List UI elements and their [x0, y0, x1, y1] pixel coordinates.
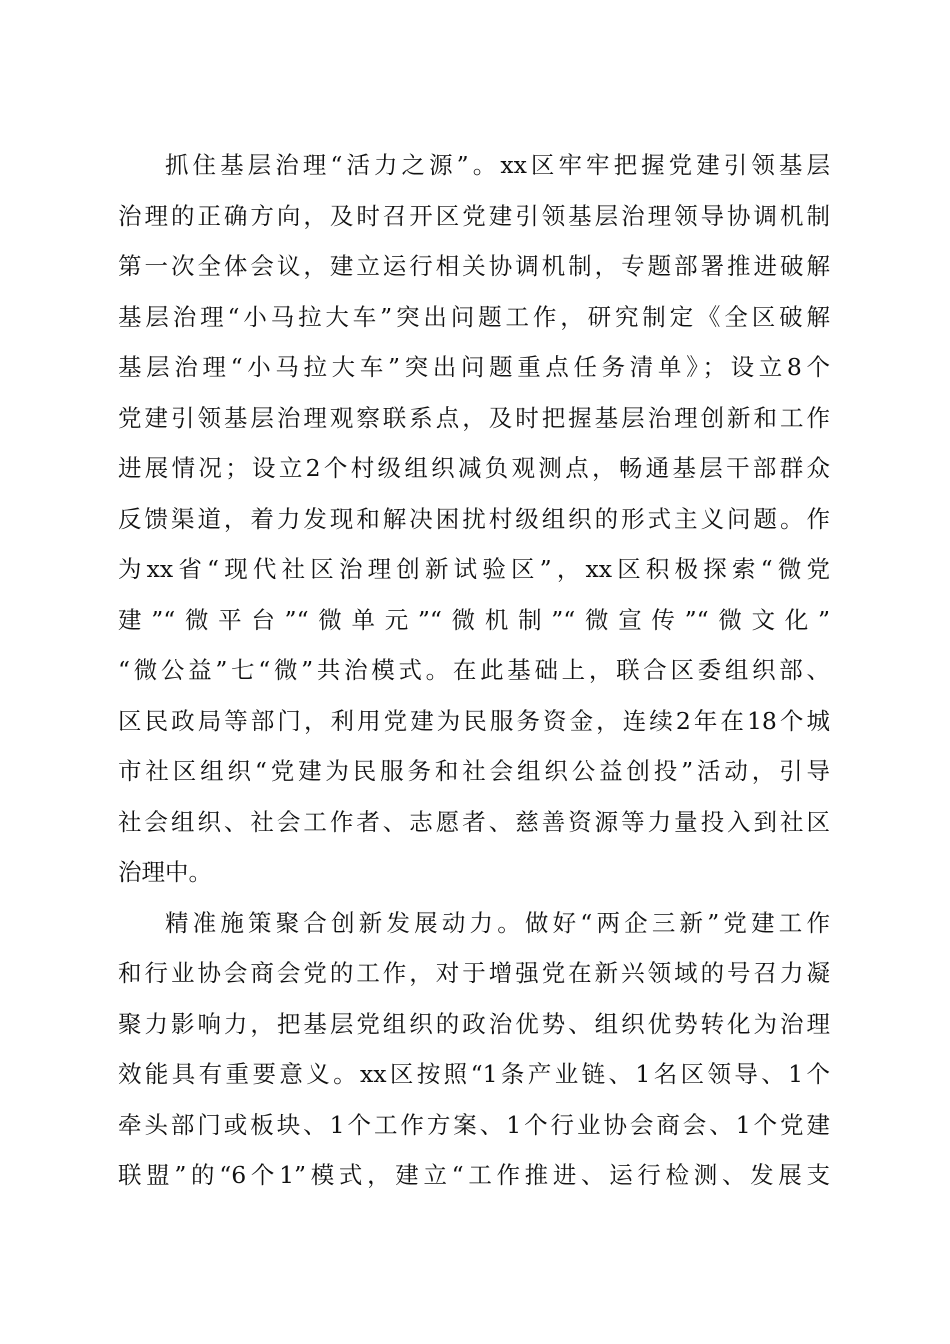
paragraph-1-line-3: 第一次全体会议，建立运行相关协调机制，专题部署推进破解 [118, 252, 830, 280]
paragraph-1-line-5: 基层治理“小马拉大车”突出问题重点任务清单》；设立8个 [118, 353, 830, 381]
paragraph-1-line-14: 社会组织、社会工作者、志愿者、慈善资源等力量投入到社区 [118, 807, 830, 836]
paragraph-1-line-13: 市社区组织“党建为民服务和社会组织公益创投”活动，引导 [118, 757, 830, 785]
paragraph-2-line-6: 联盟”的“6个1”模式，建立“工作推进、运行检测、发展支 [118, 1161, 830, 1189]
paragraph-2-line-3: 聚力影响力，把基层党组织的政治优势、组织优势转化为治理 [118, 1009, 830, 1038]
paragraph-1-line-1: 抓住基层治理“活力之源”。xx区牢牢把握党建引领基层 [165, 151, 830, 179]
paragraph-2-line-2: 和行业协会商会党的工作，对于增强党在新兴领域的号召力凝 [118, 959, 830, 987]
paragraph-1-line-10: 建”“微平台”“微单元”“微机制”“微宣传”“微文化” [118, 605, 830, 634]
paragraph-1-line-12: 区民政局等部门，利用党建为民服务资金，连续2年在18个城 [118, 706, 830, 735]
paragraph-1-line-15: 治理中。 [118, 858, 212, 886]
paragraph-2-line-5: 牵头部门或板块、1个工作方案、1个行业协会商会、1个党建 [118, 1110, 830, 1139]
paragraph-2-line-4: 效能具有重要意义。xx区按照“1条产业链、1名区领导、1个 [118, 1060, 830, 1088]
document-body [118, 140, 830, 1201]
paragraph-2-line-1: 精准施策聚合创新发展动力。做好“两企三新”党建工作 [165, 908, 830, 937]
paragraph-1-line-9: 为xx省“现代社区治理创新试验区”，xx区积极探索“微党 [118, 555, 830, 583]
paragraph-1-line-2: 治理的正确方向，及时召开区党建引领基层治理领导协调机制 [118, 201, 830, 230]
paragraph-1-line-11: “微公益”七“微”共治模式。在此基础上，联合区委组织部、 [118, 656, 830, 684]
paragraph-1-line-7: 进展情况；设立2个村级组织减负观测点，畅通基层干部群众 [118, 454, 830, 482]
paragraph-1-line-4: 基层治理“小马拉大车”突出问题工作，研究制定《全区破解 [118, 302, 830, 331]
paragraph-1-line-6: 党建引领基层治理观察联系点，及时把握基层治理创新和工作 [118, 403, 830, 432]
paragraph-1-line-8: 反馈渠道，着力发现和解决困扰村级组织的形式主义问题。作 [118, 504, 830, 533]
